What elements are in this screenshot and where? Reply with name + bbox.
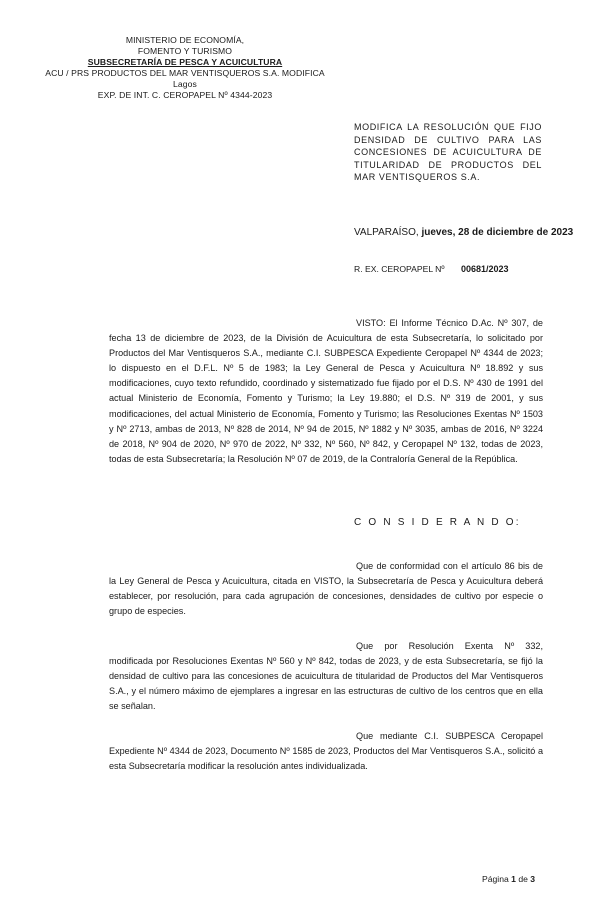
considerando-1-lead: Que de conformidad con el artículo 86 bis <box>356 561 530 571</box>
visto-body: fecha 13 de diciembre de 2023, de la División de Acuicultura de esta Subsecretaría, lo solicitado por Productos del Mar Ventisqueros S.A., mediante C.I. SUBPESCA Expediente Ceropapel Nº 4344 de 2023; lo dispuesto en el D.F.L. Nº 5 de 1983; la Ley General de Pesca y Acuicultura Nº 18.892 y sus modificaciones, cuyo texto refundido, coordinado y sistematizado fue fijado por el D.S. Nº 430 de 1991 del actual Ministerio de Economía, Fomento y Turismo; la Ley 19.880; el D.S. Nº 319 de 2001, y sus modificaciones, del actual Ministerio de Economía, Fomento y Turismo; las Resoluciones Exentas Nº 1503 y Nº 2713, ambas de 2013, Nº 828 de 2014, Nº 94 de 2015, Nº 1882 y Nº 3035, ambas de 2016, Nº 3224 de 2018, Nº 904 de 2020, Nº 970 de 2022, Nº 332, Nº 560, Nº 842, y Ceropapel Nº 132, todas de 2023, todas de esta Subsecretaría; la Resolución Nº 07 de 2019, de la Contraloría General de la República. <box>109 333 543 464</box>
reference-line: ACU / PRS PRODUCTOS DEL MAR VENTISQUEROS S.A. MODIFICA <box>45 68 325 78</box>
document-header <box>40 35 330 101</box>
considerando-paragraph-1 <box>109 559 543 619</box>
undersecretariat-line: SUBSECRETARÍA DE PESCA Y ACUICULTURA <box>87 57 283 67</box>
considerando-1-body: de la Ley General de Pesca y Acuicultura, citada en VISTO, la Subsecretaría de Pesca y Acuicultura deberá establecer, por resolución, para cada agrupación de concesiones, densidades de cultivo por especie o grupo de especies. <box>109 561 543 617</box>
visto-lead: VISTO: El Informe Técnico D.Ac. Nº 307, de <box>356 318 543 328</box>
resolution-label: R. EX. CEROPAPEL Nº <box>354 264 445 274</box>
page-counter <box>482 874 535 884</box>
ministry-line-2: FOMENTO Y TURISMO <box>137 46 233 56</box>
resolution-number-line <box>354 264 509 274</box>
date-city: VALPARAÍSO, <box>354 227 419 238</box>
date-value: jueves, 28 de diciembre de 2023 <box>421 227 574 238</box>
considerando-paragraph-3 <box>109 729 543 774</box>
file-line: EXP. DE INT. C. CEROPAPEL Nº 4344-2023 <box>97 90 273 100</box>
considerando-2-body: modificada por Resoluciones Exentas Nº 560 y Nº 842, todas de 2023, y de esta Subsecretaría, se fijó la densidad de cultivo para las concesiones de acuicultura de titularidad de Productos del Mar Ventisqueros S.A., y el número máximo de ejemplares a ingresar en las estructuras de cultivo de los centros que en ella se señalan. <box>109 656 543 712</box>
ministry-line: MINISTERIO DE ECONOMÍA, <box>125 35 245 45</box>
page-current: 1 <box>511 874 516 884</box>
considerando-paragraph-2 <box>109 639 543 714</box>
considerando-heading: C O N S I D E R A N D O: <box>354 517 521 528</box>
date-line <box>354 227 573 238</box>
visto-paragraph <box>109 316 543 467</box>
considerando-2-lead: Que por Resolución Exenta Nº 332, <box>356 641 543 651</box>
considerando-3-lead: Que mediante C.I. SUBPESCA Ceropapel <box>356 731 543 741</box>
resolution-number: 00681/2023 <box>460 264 509 274</box>
page-label: Página <box>482 874 509 884</box>
considerando-3-body: Expediente Nº 4344 de 2023, Documento Nº 1585 de 2023, Productos del Mar Ventisqueros S.A., solicitó a esta Subsecretaría modificar la resolución antes individualizada. <box>109 746 543 772</box>
page-total: 3 <box>530 874 536 884</box>
resolution-subject: MODIFICA LA RESOLUCIÓN QUE FIJO DENSIDAD DE CULTIVO PARA LAS CONCESIONES DE ACUICULTURA DE TITULARIDAD DE PRODUCTOS DEL MAR VENTISQUEROS S.A. <box>354 122 542 183</box>
region-line: Lagos <box>173 79 197 89</box>
page-sep: de <box>518 874 528 884</box>
